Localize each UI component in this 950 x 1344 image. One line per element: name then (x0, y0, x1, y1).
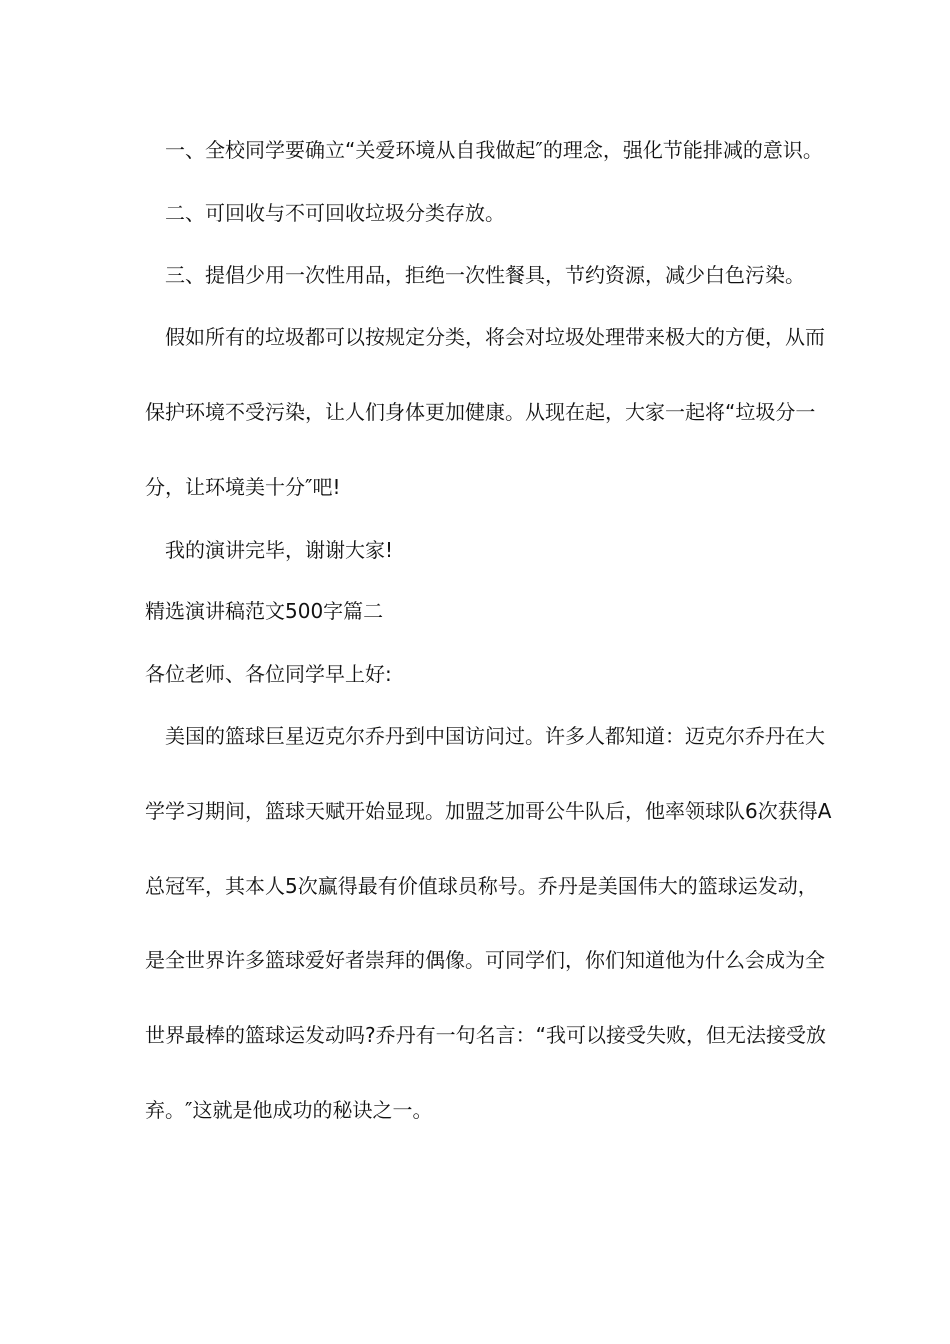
paragraph-line: 保护环境不受污染，让人们身体更加健康。从现在起，大家一起将“垃圾分一 (145, 400, 816, 424)
paragraph-line: 假如所有的垃圾都可以按规定分类，将会对垃圾处理带来极大的方便，从而 (145, 325, 825, 349)
paragraph-line: 世界最棒的篮球运发动吗?乔丹有一句名言：“我可以接受失败，但无法接受放 (145, 1023, 826, 1047)
paragraph-line: 美国的篮球巨星迈克尔乔丹到中国访问过。许多人都知道：迈克尔乔丹在大 (145, 724, 825, 748)
salutation: 各位老师、各位同学早上好: (145, 662, 392, 686)
paragraph-line: 总冠军，其本人5次赢得最有价值球员称号。乔丹是美国伟大的篮球运发动， (145, 874, 818, 898)
paragraph-line: 学学习期间，篮球天赋开始显现。加盟芝加哥公牛队后，他率领球队6次获得A (145, 799, 832, 823)
paragraph-line: 一、全校同学要确立“关爱环境从自我做起″的理念，强化节能排减的意识。 (145, 138, 823, 162)
paragraph-line: 是全世界许多篮球爱好者崇拜的偶像。可同学们，你们知道他为什么会成为全 (145, 948, 825, 972)
paragraph-line: 弃。″这就是他成功的秘诀之一。 (145, 1098, 433, 1122)
section-heading: 精选演讲稿范文500字篇二 (145, 599, 384, 623)
paragraph-line: 三、提倡少用一次性用品，拒绝一次性餐具，节约资源，减少白色污染。 (145, 263, 805, 287)
paragraph-line: 我的演讲完毕，谢谢大家! (145, 538, 394, 562)
paragraph-line: 二、可回收与不可回收垃圾分类存放。 (145, 201, 505, 225)
paragraph-line: 分，让环境美十分″吧! (145, 475, 341, 499)
